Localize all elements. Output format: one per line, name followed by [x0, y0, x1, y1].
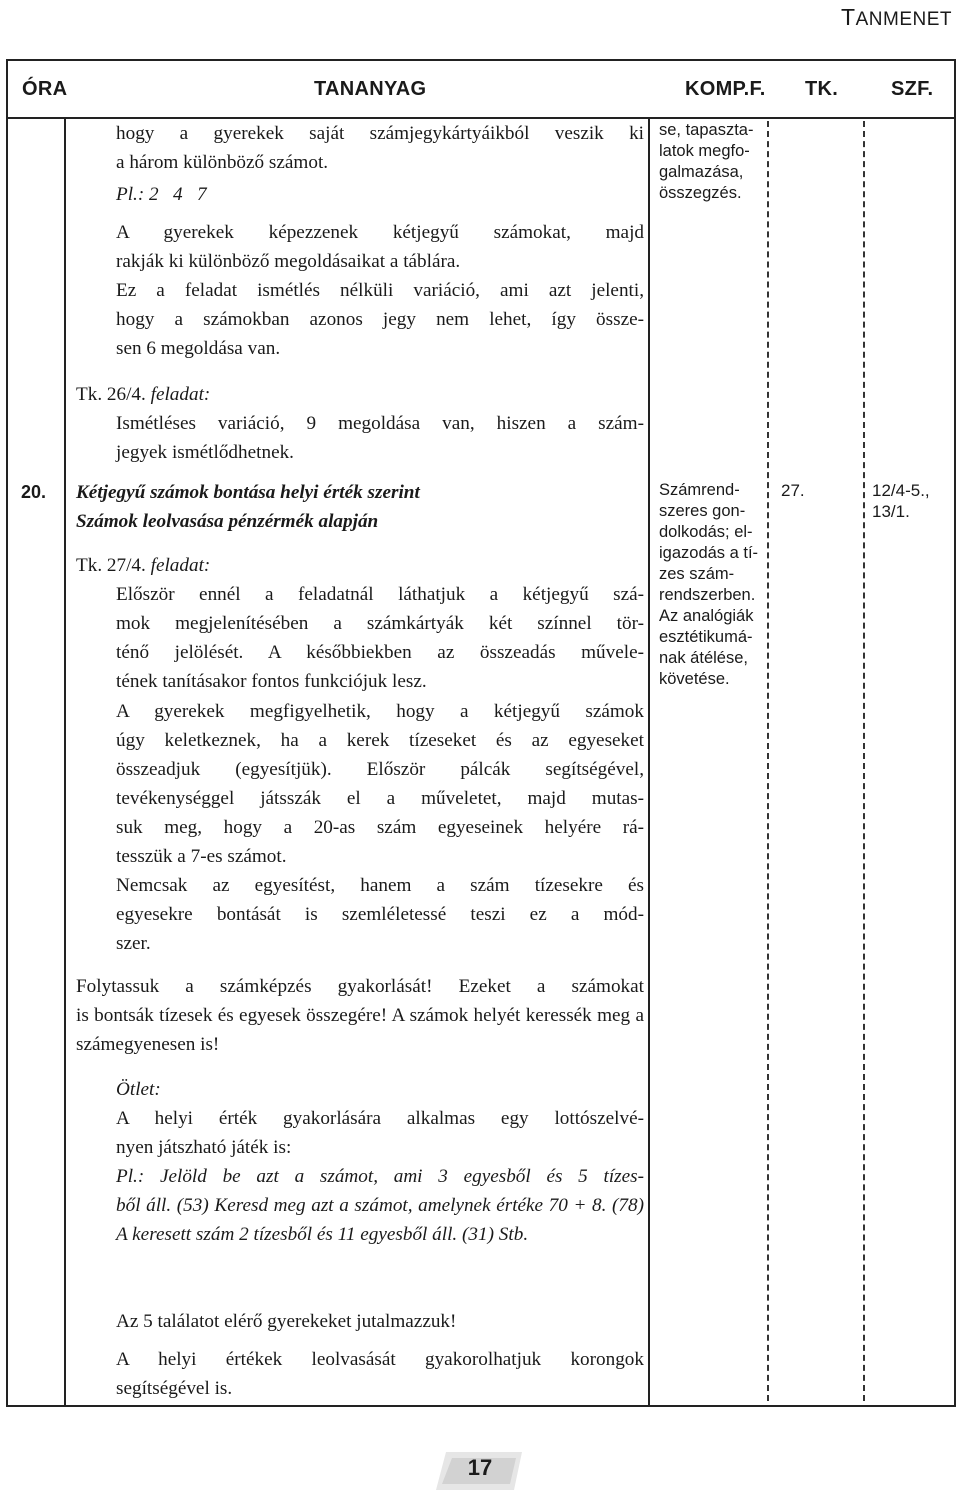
idea-label: Ötlet:: [116, 1079, 161, 1100]
task-heading: Tk. 26/4. feladat:: [76, 384, 211, 405]
workbook-reference: 12/4-5., 13/1.: [872, 481, 930, 521]
task-paragraph: Először ennél a feladatnál láthatjuk a kétjegyű szá- mok megjelenítésében a számkártyák két színnel tör- ténő jelölését. A későbbiekben az összeadás művele- tének tanításakor fontos funkciójuk lesz.: [116, 584, 644, 692]
continuation-paragraph: A gyerekek képezzenek kétjegyű számokat, majd rakják ki különböző megoldásaikat a táblára. Ez a feladat ismétlés nélküli variáció, ami azt jelenti, hogy a számokban azonos jegy nem lehet, így össze- sen 6 megoldása van.: [116, 222, 644, 359]
column-header-szf: SZF.: [891, 78, 934, 100]
page-number: 17: [467, 1455, 493, 1480]
task-heading: Tk. 27/4. feladat:: [76, 555, 211, 576]
table-header-row: [8, 61, 954, 119]
disc-practice-text: A helyi értékek leolvasását gyakorolhatjuk korongok segítségével is.: [116, 1349, 644, 1399]
page-header-title: TANMENET: [841, 4, 952, 30]
column-header-tananyag: TANANYAG: [314, 78, 427, 100]
game-examples: Pl.: Jelöld be azt a számot, ami 3 egyesből és 5 tízes- ből áll. (53) Keresd meg azt a számot, amelynek értéke 70 + 8. (78) A keresett szám 2 tízesből és 11 egyesből áll. (31) Stb.: [116, 1166, 645, 1245]
competence-list: Számrend- szeres gon- dolkodás; el- igazodás a tí- zes szám- rendszerben. Az analógiák esztétikumá- nak átélése, követése.: [659, 481, 759, 688]
lesson-number: 20.: [21, 482, 47, 502]
lesson-title: Kétjegyű számok bontása helyi érték szerint Számok leolvasása pénzérmék alapján: [76, 482, 420, 532]
practice-paragraph: Folytassuk a számképzés gyakorlását! Ezeket a számokat is bontsák tízesek és egyesek összegére! A számok helyét keressék meg a számegyenesen is!: [76, 976, 644, 1055]
observation-paragraph: A gyerekek megfigyelhetik, hogy a kétjegyű számok úgy keletkeznek, ha a kerek tízeseket és az egyeseket összeadjuk (egyesítjük). Először pálcák segítségével, tevékenységgel játsszák el a műveletet, majd mutas- suk meg, hogy a 20-as szám egyeseinek helyére rá- tesszük a 7-es számot.: [116, 701, 644, 867]
method-paragraph: Nemcsak az egyesítést, hanem a szám tízesekre és egyesekre bontását is szemléletessé teszi ez a mód- szer.: [116, 875, 644, 954]
column-divider-dashed: [767, 121, 769, 1401]
idea-text: A helyi érték gyakorlására alkalmas egy lottószelvé- nyen játszható játék is:: [116, 1108, 644, 1158]
column-divider-dashed: [863, 121, 865, 1401]
column-divider: [648, 117, 650, 1405]
competence-text: se, tapaszta- latok megfo- galmazása, összegzés.: [659, 121, 754, 202]
column-divider: [64, 117, 66, 1405]
task-text: Ismétléses variáció, 9 megoldása van, hiszen a szám- jegyek ismétlődhetnek.: [116, 413, 644, 463]
example-numbers: Pl.: 2 4 7: [116, 184, 207, 205]
column-header-tk: TK.: [805, 78, 839, 100]
column-header-kompf: KOMP.F.: [685, 78, 766, 100]
reward-text: Az 5 találatot elérő gyerekeket jutalmazzuk!: [116, 1311, 457, 1332]
continuation-text: hogy a gyerekek saját számjegykártyáikból veszik ki a három különböző számot.: [116, 123, 644, 173]
column-header-ora: ÓRA: [22, 78, 68, 100]
textbook-page: 27.: [781, 481, 805, 500]
